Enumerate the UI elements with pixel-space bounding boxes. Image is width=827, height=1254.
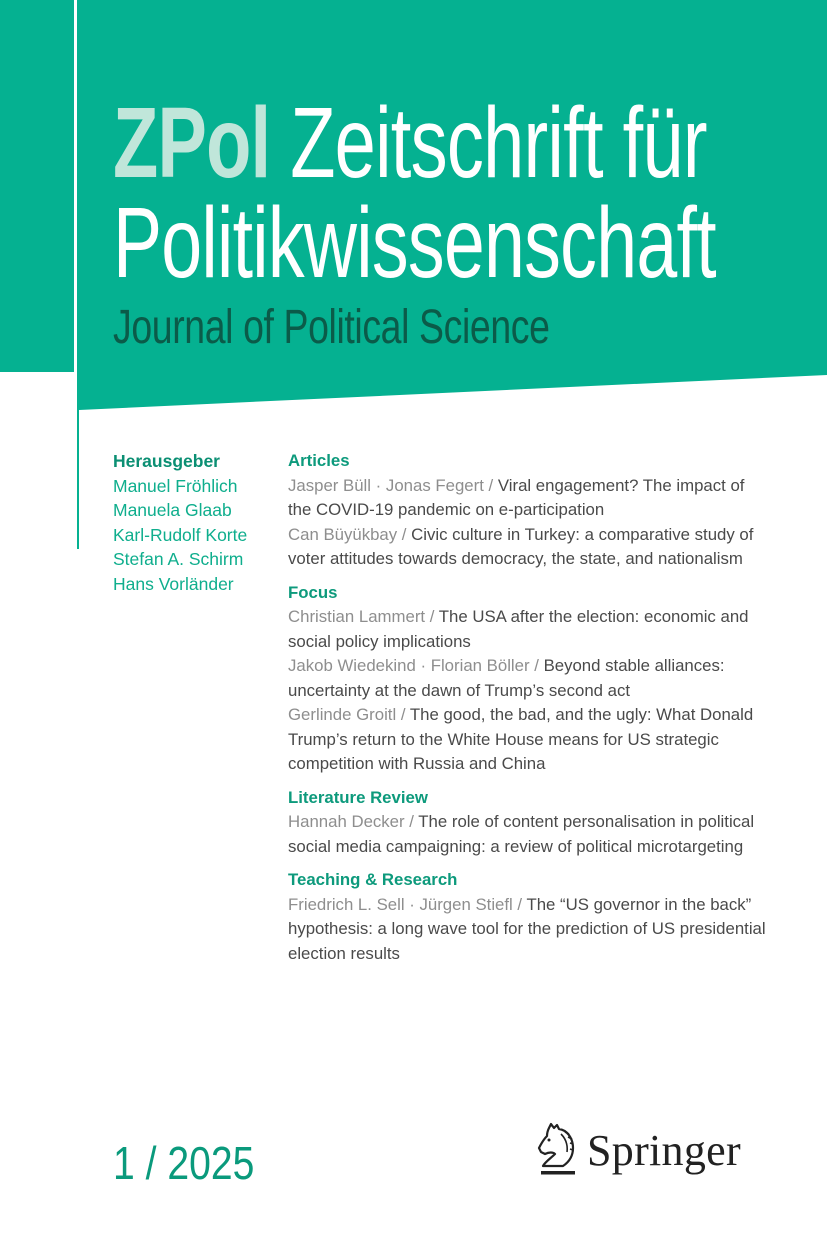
table-of-contents xyxy=(288,449,768,975)
entry-title: The USA after the election: economic and social policy implications xyxy=(288,607,749,651)
toc-entry xyxy=(288,893,768,967)
section-articles xyxy=(288,449,768,572)
publisher-name: Springer xyxy=(587,1125,741,1175)
section-heading: Teaching & Research xyxy=(288,870,458,889)
cover-left-band xyxy=(0,0,74,372)
journal-abbreviation: ZPol xyxy=(113,87,271,199)
entry-title: The good, the bad, and the ugly: What Donald Trump’s return to the White House means for US strategic competition with Russia and China xyxy=(288,705,754,773)
editor-name: Hans Vorländer xyxy=(113,573,234,594)
entry-title: The “US governor in the back” hypothesis: a long wave tool for the prediction of US presidential election results xyxy=(288,894,766,963)
journal-title-line1 xyxy=(113,86,707,201)
editors-heading: Herausgeber xyxy=(113,451,220,471)
entry-title: Beyond stable alliances: uncertainty at the dawn of Trump’s second act xyxy=(288,656,725,700)
toc-entry xyxy=(288,810,768,859)
editors-list xyxy=(113,449,247,596)
journal-title-part1: Zeitschrift für xyxy=(290,87,707,199)
entry-authors: Christian Lammert / xyxy=(288,607,439,626)
toc-entry xyxy=(288,523,768,572)
toc-entry xyxy=(288,474,768,523)
editor-name: Manuel Fröhlich xyxy=(113,475,238,496)
entry-authors: Hannah Decker / xyxy=(288,812,419,831)
toc-entry xyxy=(288,654,768,703)
section-focus xyxy=(288,581,768,777)
journal-subtitle: Journal of Political Science xyxy=(113,301,550,354)
entry-title: Viral engagement? The impact of the COVID-19 pandemic on e-participation xyxy=(288,475,745,519)
toc-entry xyxy=(288,605,768,654)
section-heading: Literature Review xyxy=(288,787,428,807)
editor-name: Karl-Rudolf Korte xyxy=(113,524,248,545)
editor-name: Manuela Glaab xyxy=(113,500,232,520)
section-heading: Focus xyxy=(288,582,338,602)
section-heading: Articles xyxy=(288,451,350,470)
cover-vertical-rule xyxy=(77,0,79,549)
entry-authors: Jakob Wiedekind · Florian Böller / xyxy=(288,656,544,675)
section-literature-review xyxy=(288,786,768,860)
editor-name: Stefan A. Schirm xyxy=(113,549,244,569)
section-teaching-research xyxy=(288,868,768,966)
toc-entry xyxy=(288,703,768,777)
issue-number: 1 / 2025 xyxy=(113,1137,255,1189)
entry-authors: Gerlinde Groitl / xyxy=(288,705,410,724)
entry-authors: Can Büyükbay / xyxy=(288,524,412,544)
publisher-logo xyxy=(535,1122,741,1178)
entry-authors: Jasper Büll · Jonas Fegert / xyxy=(288,475,498,495)
journal-title-line2: Politikwissenschaft xyxy=(113,187,716,299)
entry-authors: Friedrich L. Sell · Jürgen Stiefl / xyxy=(288,894,527,914)
knight-horse-icon xyxy=(535,1122,581,1178)
entry-title: Civic culture in Turkey: a comparative study of voter attitudes towards democracy, the state, and nationalism xyxy=(288,524,754,568)
entry-title: The role of content personalisation in political social media campaigning: a review of political microtargeting xyxy=(288,812,755,856)
